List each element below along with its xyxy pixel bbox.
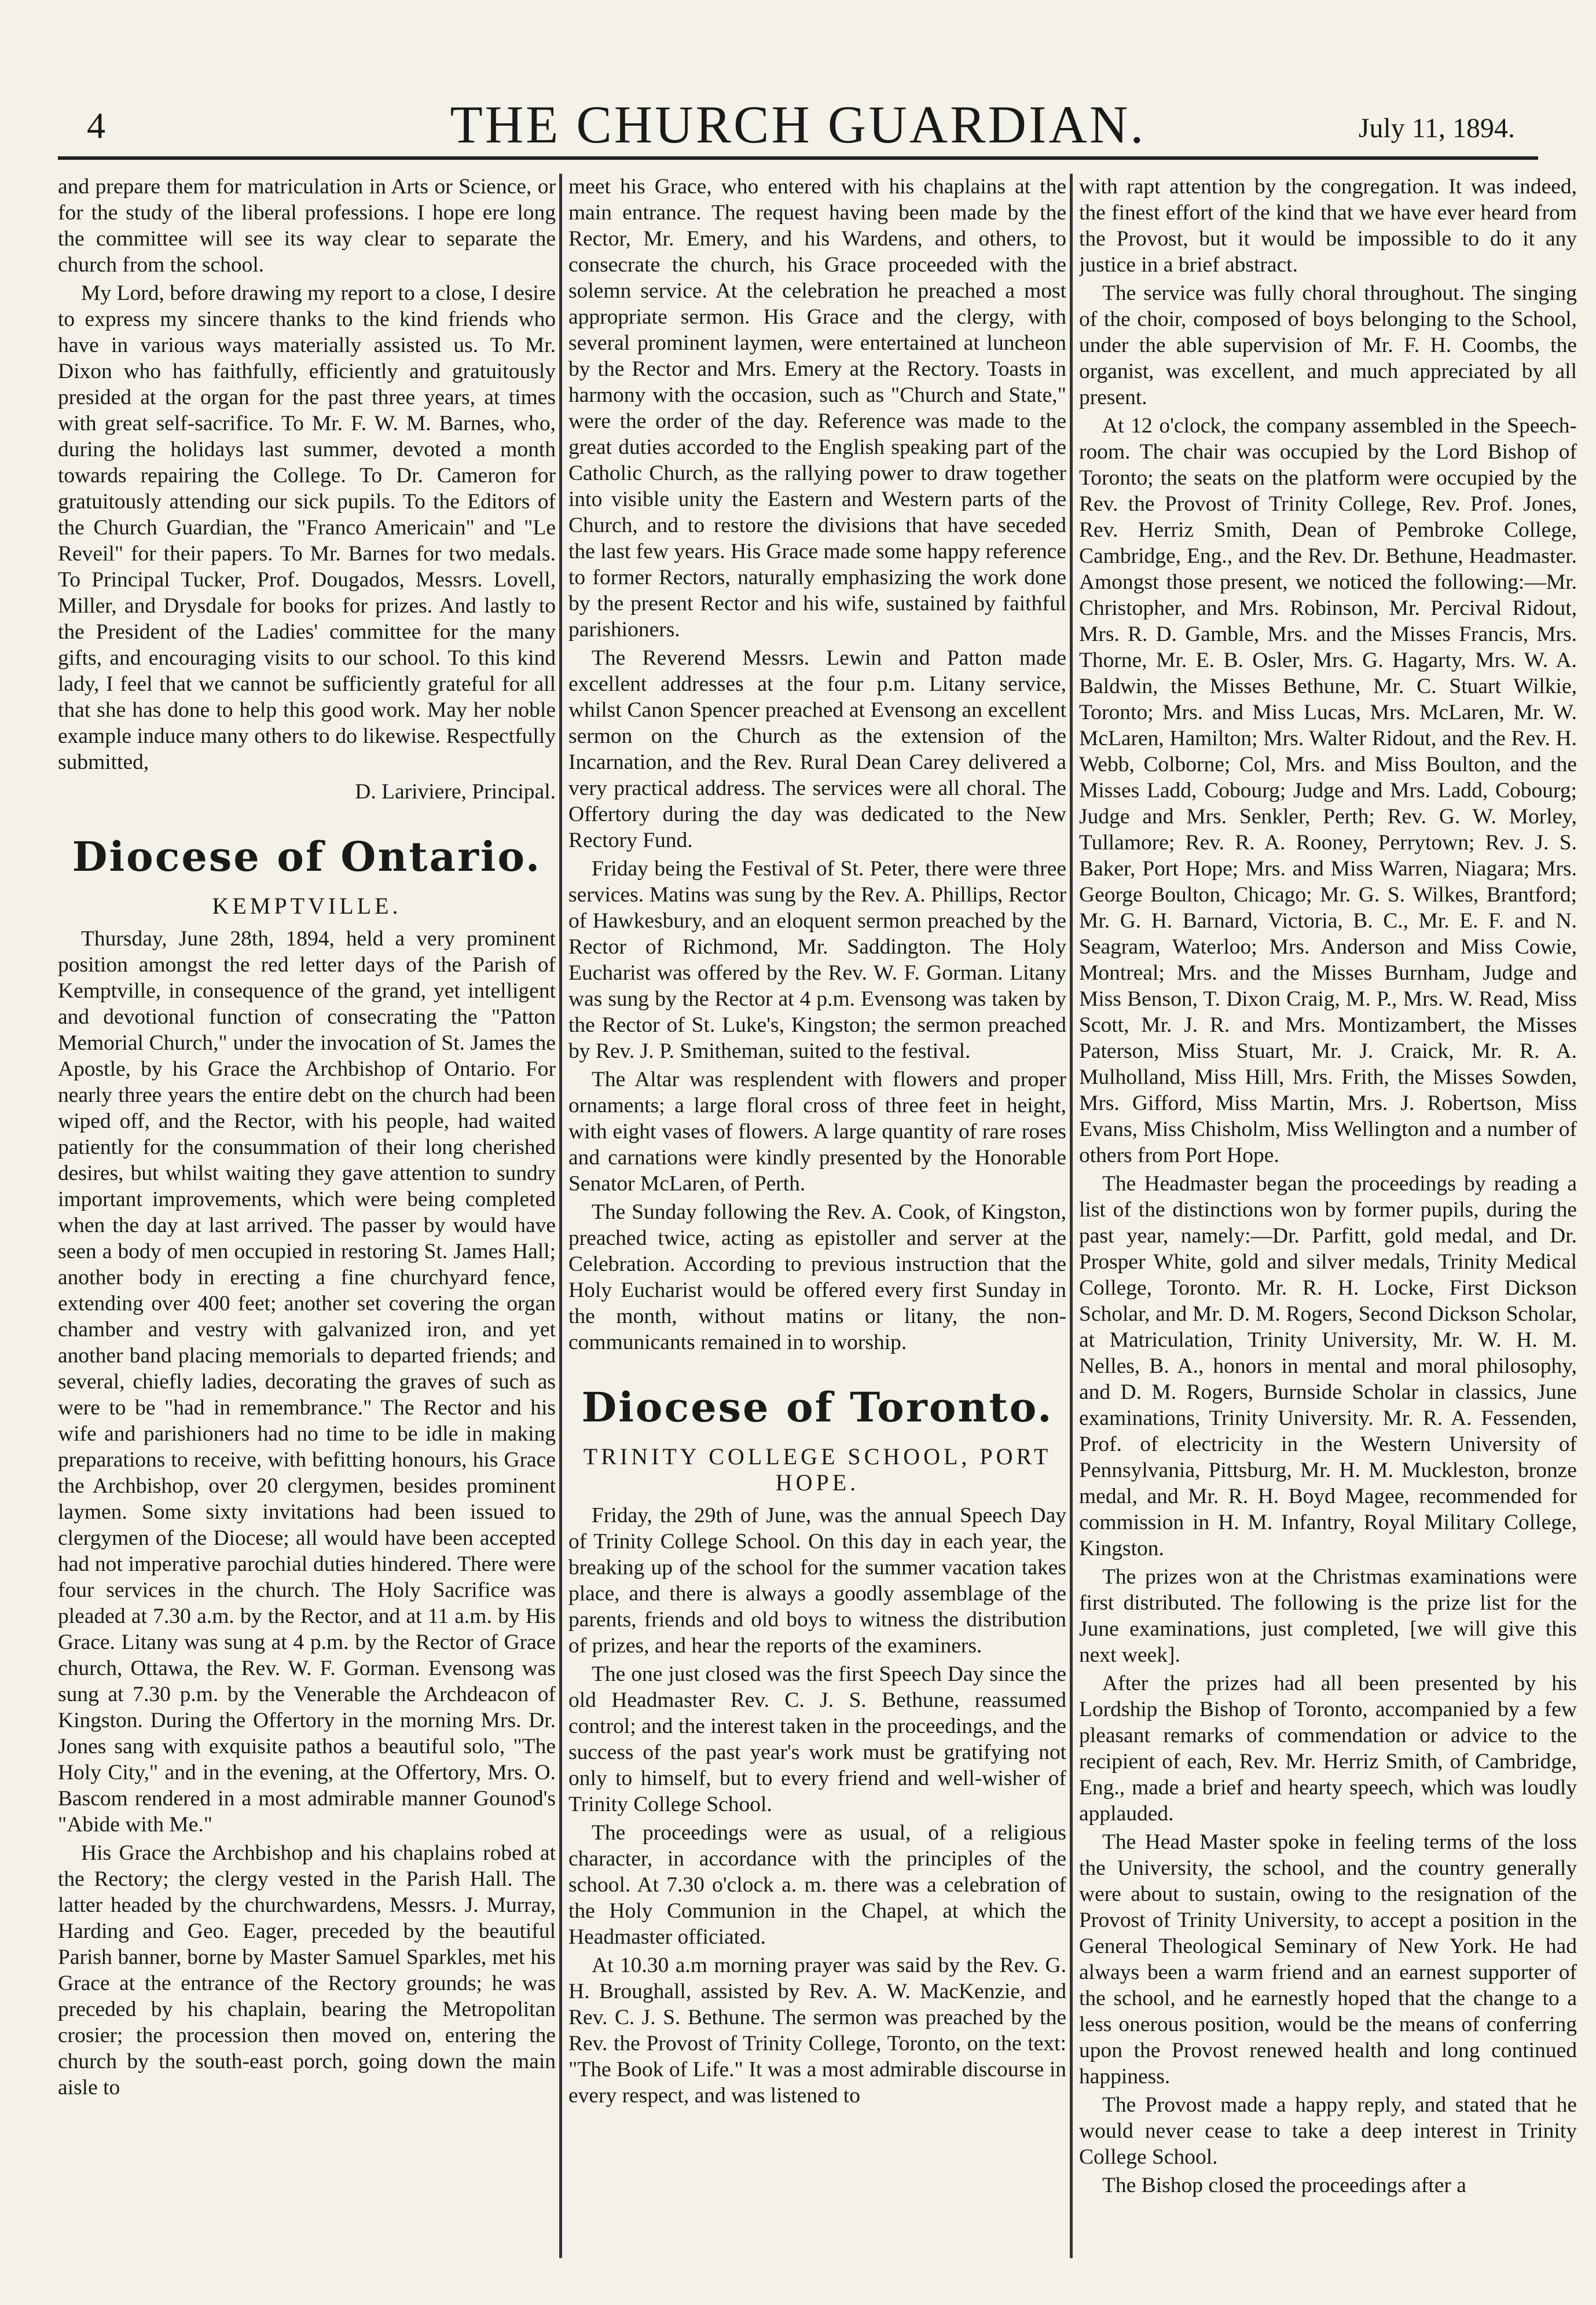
paragraph: The prizes won at the Christmas examinations were first distributed. The following is the prize list for the June examinations, just completed, [we will give this next week]. (1079, 1565, 1577, 1667)
paragraph: My Lord, before drawing my report to a close, I desire to express my sincere thanks to the kind friends who have in various ways materially assisted us. To Mr. Dixon who has faithfully, efficiently and gratuitously presided at the organ for the past three years, at times with great self-sacrifice. To Mr. F. W. M. Barnes, who, during the holidays last summer, devoted a month towards repairing the College. To Dr. Cameron for gratuitously attending our sick pupils. To the Editors of the Church Guardian, the "Franco Americain" and "Le Reveil" for their papers. To Mr. Barnes for two medals. To Principal Tucker, Prof. Dougados, Messrs. Lovell, Miller, and Drysdale for books for prizes. And lastly to the President of the Ladies' committee for the many gifts, and encouraging visits to our school. To this kind lady, I feel that we cannot be sufficiently grateful for all that she has done to help this good work. May her noble example induce many others to do likewise. Respectfully submitted, (58, 281, 556, 774)
paragraph: The Headmaster began the proceedings by reading a list of the distinctions won by former pupils, during the past year, namely:—Dr. Parfitt, gold medal, and Dr. Prosper White, gold and silver medals, Trinity Medical College, Toronto. Mr. R. H. Locke, First Dickson Scholar, and Mr. D. M. Rogers, Second Dickson Scholar, at Matriculation, Trinity University, Mr. W. H. M. Nelles, B. A., honors in mental and moral philosophy, and D. M. Rogers, Burnside Scholar in classics, June examinations, Trinity University. Mr. R. A. Fessenden, Prof. of electricity in the Western University of Pennsylvania, Pittsburg, Mr. H. M. Muckleston, bronze medal, and Mr. R. H. Boyd Magee, recommended for commission in H. M. Infantry, Royal Military College, Kingston. (1079, 1172, 1577, 1560)
paragraph: At 10.30 a.m morning prayer was said by the Rev. G. H. Broughall, assisted by Rev. A. W. MacKenzie, and Rev. C. J. S. Bethune. The sermon was preached by the Rev. the Provost of Trinity College, Toronto, on the text: "The Book of Life." It was a most admirable discourse in every respect, and was listened to (568, 1954, 1066, 2108)
paragraph: The one just closed was the first Speech Day since the old Headmaster Rev. C. J. S. Bethune, reassumed control; and the interest taken in the proceedings, and the success of the past year's work must be gratifying not only to himself, but to every friend and well-wisher of Trinity College School. (568, 1662, 1066, 1816)
paragraph: and prepare them for matriculation in Arts or Science, or for the study of the liberal professions. I hope ere long the committee will see its way clear to separate the church from the school. (58, 175, 556, 277)
paragraph: The Bishop closed the proceedings after a (1102, 2174, 1466, 2197)
paragraph: Thursday, June 28th, 1894, held a very prominent position amongst the red letter days of the Parish of Kemptville, in consequence of the grand, yet intelligent and devotional function of consecrating the "Patton Memorial Church," under the invocation of St. James the Apostle, by his Grace the Archbishop of Ontario. For nearly three years the entire debt on the church had been wiped off, and the Rector, with his people, had waited patiently for the consummation of their long cherished desires, but whilst waiting they gave attention to sundry important improvements, which were being completed when the day at last arrived. The passer by would have seen a body of men occupied in restoring St. James Hall; another body in erecting a fine churchyard fence, extending over 400 feet; another set covering the organ chamber and vestry with galvanized iron, and yet another band placing memorials to departed friends; and several, chiefly ladies, decorating the graves of such as were to be "had in remembrance." The Rector and his wife and parishioners had no time to be idle in making preparations to receive, with befitting honours, his Grace the Archbishop, over 20 clergymen, besides prominent laymen. Some sixty invitations had been issued to clergymen of the Diocese; all would have been accepted had not imperative parochial duties hindered. There were four services in the church. The Holy Sacrifice was pleaded at 7.30 a.m. by the Rector, and at 11 a.m. by His Grace. Litany was sung at 4 p.m. by the Rector of Grace church, Ottawa, the Rev. W. F. Gorman. Evensong was sung at 7.30 p.m. by the Venerable the Archdeacon of Kingston. During the Offertory in the morning Mrs. Dr. Jones sang with exquisite pathos a beautiful solo, "The Holy City," and in the evening, at the Offertory, Mrs. O. Bascom rendered in a most admirable manner Gounod's "Abide with Me." (58, 927, 556, 1837)
page-header (46, 87, 1550, 156)
masthead-title: THE CHURCH GUARDIAN. (450, 95, 1146, 154)
column-3 (1079, 174, 1577, 2270)
paragraph: After the prizes had all been presented by his Lordship the Bishop of Toronto, accompanied by a few pleasant remarks of commendation or advice to the recipient of each, Rev. Mr. Herriz Smith, of Cambridge, Eng., made a brief and hearty speech, which was loudly applauded. (1079, 1672, 1577, 1826)
column-1 (58, 174, 556, 2270)
subheading-kemptville: KEMPTVILLE. (212, 893, 402, 919)
header-rule (58, 156, 1538, 160)
paragraph: The Head Master spoke in feeling terms of the loss the University, the school, and the country generally were about to sustain, owing to the resignation of the Provost of Trinity University, to accept a position in the General Theological Seminary of New York. He had always been a warm friend and an earnest supporter of the school, and he earnestly hoped that the change to a less onerous position, would be the means of conferring upon the Provost renewed health and long continued happiness. (1079, 1830, 1577, 2088)
issue-date: July 11, 1894. (1358, 113, 1515, 144)
paragraph: Friday being the Festival of St. Peter, there were three services. Matins was sung by the Rev. A. Phillips, Rector of Hawkesbury, and an eloquent sermon preached by the Rector of Richmond, Mr. Saddington. The Holy Eucharist was offered by the Rev. W. F. Gorman. Litany was sung by the Rector at 4 p.m. Evensong was taken by the Rector of St. Luke's, Kingston; the sermon preached by Rev. J. P. Smitheman, suited to the festival. (568, 857, 1066, 1063)
paragraph: The proceedings were as usual, of a religious character, in accordance with the principles of the school. At 7.30 o'clock a. m. there was a celebration of the Holy Communion in the Chapel, at which the Headmaster officiated. (568, 1821, 1066, 1949)
paragraph: The service was fully choral throughout. The singing of the choir, composed of boys belonging to the School, under the able supervision of Mr. F. H. Coombs, the organist, was excellent, and much appreciated by all present. (1079, 281, 1577, 409)
column-divider (559, 174, 562, 2258)
page-number: 4 (87, 105, 105, 146)
paragraph: At 12 o'clock, the company assembled in the Speech-room. The chair was occupied by the Lord Bishop of Toronto; the seats on the platform were occupied by the Rev. the Provost of Trinity College, Rev. Prof. Jones, Rev. Herriz Smith, Dean of Pembroke College, Cambridge, Eng., and the Rev. Dr. Bethune, Headmaster. Amongst those present, we noticed the following:—Mr. Christopher, and Mrs. Robinson, Mr. Percival Ridout, Mrs. R. D. Gamble, Mrs. and the Misses Francis, Mrs. Thorne, Mr. E. B. Osler, Mrs. G. Hagarty, Mrs. W. A. Baldwin, the Misses Bethune, Mr. C. Stuart Wilkie, Toronto; Mrs. and Miss Lucas, Mrs. McLaren, Mr. W. McLaren, Hamilton; Mrs. Walter Ridout, and the Rev. H. Webb, Colborne; Col, Mrs. and Miss Boulton, and the Misses Ladd, Cobourg; Judge and Mrs. Ladd, Cobourg; Judge and Mrs. Senkler, Perth; Rev. G. W. Morley, Tullamore; Rev. R. A. Rooney, Perrytown; Rev. J. S. Baker, Port Hope; Mrs. and Miss Warren, Niagara; Mrs. George Boulton, Chicago; Mr. G. S. Wilkes, Brantford; Mr. G. H. Barnard, Victoria, B. C., Mr. E. F. and N. Seagram, Waterloo; Mrs. Anderson and Miss Cowie, Montreal; Mrs. and the Misses Burnham, Judge and Miss Benson, T. Dixon Craig, M. P., Mrs. W. Read, Miss Scott, Mr. J. R. and Mrs. Montizambert, the Misses Paterson, Miss Stuart, Mr. J. Craick, Mr. R. A. Mulholland, Miss Hill, Mrs. Frith, the Misses Sowden, Mrs. Gifford, Miss Martin, Mrs. J. Robertson, Miss Evans, Miss Chisholm, Miss Wellington and a number of others from Port Hope. (1079, 414, 1577, 1167)
signature: D. Lariviere, Principal. (355, 780, 556, 804)
paragraph: The Altar was resplendent with flowers and proper ornaments; a large floral cross of three feet in height, with eight vases of flowers. A large quantity of rare roses and carnations were kindly presented by the Honorable Senator McLaren, of Perth. (568, 1068, 1066, 1196)
paragraph: The Provost made a happy reply, and stated that he would never cease to take a deep interest in Trinity College School. (1079, 2093, 1577, 2169)
subheading-trinity-college-school: TRINITY COLLEGE SCHOOL, PORT HOPE. (583, 1443, 1052, 1496)
paragraph: Friday, the 29th of June, was the annual Speech Day of Trinity College School. On this day in each year, the breaking up of the school for the summer vacation takes place, and there is always a goodly assemblage of the parents, friends and old boys to witness the distribution of prizes, and hear the reports of the examiners. (568, 1504, 1066, 1658)
column-divider (1070, 174, 1073, 2258)
paragraph: The Sunday following the Rev. A. Cook, of Kingston, preached twice, acting as epistoller and server at the Celebration. According to previous instruction that the Holy Eucharist would be offered every first Sunday in the month, without matins or litany, the non-communicants remained in to worship. (568, 1200, 1066, 1354)
paragraph: The Reverend Messrs. Lewin and Patton made excellent addresses at the four p.m. Litany service, whilst Canon Spencer preached at Evensong an excellent sermon on the Church as the extension of the Incarnation, and the Rev. Rural Dean Carey delivered a very practical address. The services were all choral. The Offertory during the day was dedicated to the New Rectory Fund. (568, 646, 1066, 852)
section-heading-ontario: Diocese of Ontario. (72, 833, 542, 881)
paragraph: His Grace the Archbishop and his chaplains robed at the Rectory; the clergy vested in the Parish Hall. The latter headed by the churchwardens, Messrs. J. Murray, Harding and Geo. Eager, preceded by the beautiful Parish banner, borne by Master Samuel Sparkles, met his Grace at the entrance of the Rectory grounds; he was preceded by his chaplain, bearing the Metropolitan crosier; the procession then moved on, entering the church by the south-east porch, going down the main aisle to (58, 1841, 556, 2099)
section-heading-toronto: Diocese of Toronto. (581, 1383, 1054, 1431)
paragraph: meet his Grace, who entered with his chaplains at the main entrance. The request having been made by the Rector, Mr. Emery, and his Wardens, and others, to consecrate the church, his Grace proceeded with the solemn service. At the celebration he preached a most appropriate sermon. His Grace and the clergy, with several prominent laymen, were entertained at luncheon by the Rector and Mrs. Emery at the Rectory. Toasts in harmony with the occasion, such as "Church and State," were the order of the day. Reference was made to the great duties accorded to the English speaking part of the Catholic Church, as the rallying power to draw together into visible unity the Eastern and Western parts of the Church, and to restore the divisions that have seceded the last few years. His Grace made some happy reference to former Rectors, naturally emphasizing the work done by the present Rector and his wife, sustained by faithful parishioners. (568, 175, 1066, 642)
paragraph: with rapt attention by the congregation. It was indeed, the finest effort of the kind that we have ever heard from the Provost, but it would be impossible to do it any justice in a brief abstract. (1079, 175, 1577, 277)
column-2 (568, 174, 1066, 2270)
